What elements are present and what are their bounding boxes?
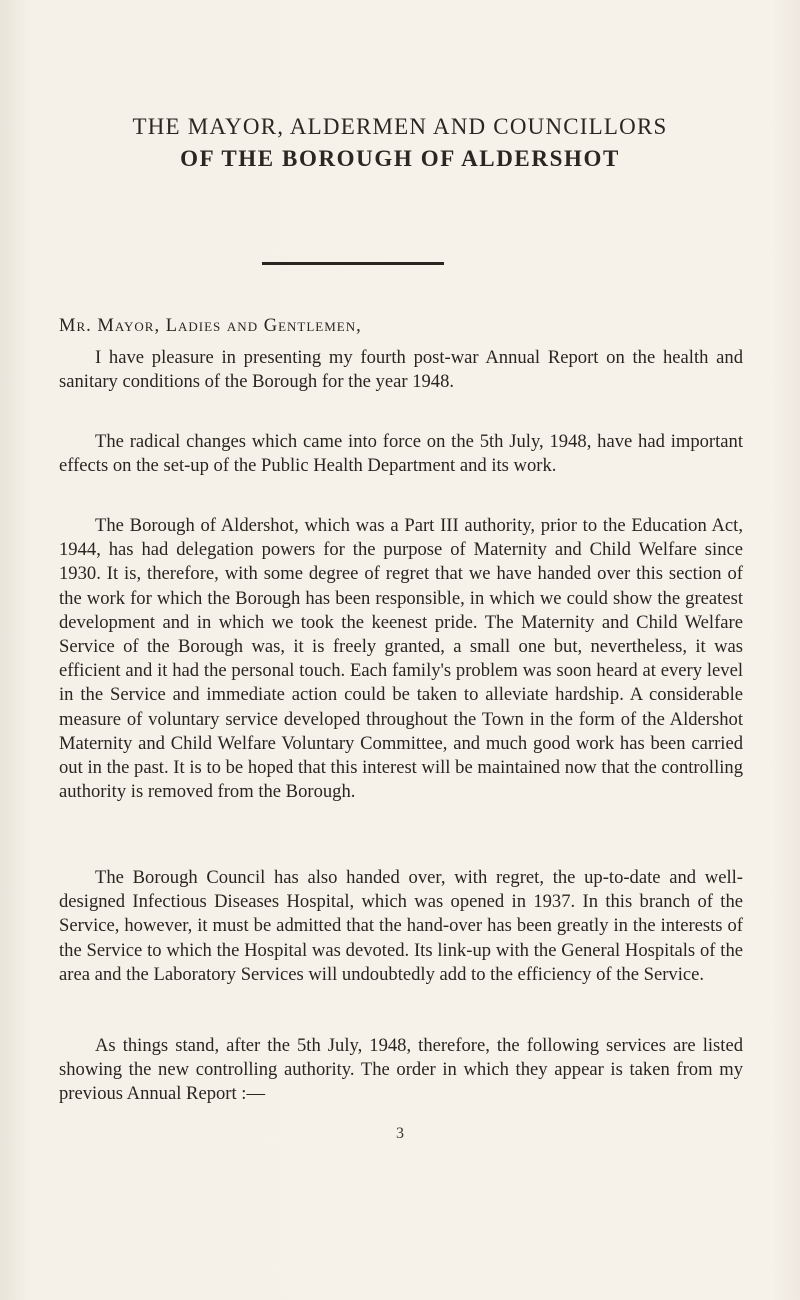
paragraph-5: As things stand, after the 5th July, 1948, therefore, the following services are listed showing the new controlling authority. The order in which they appear is taken from my previous Annual Report :— [59, 1035, 743, 1105]
horizontal-rule [262, 262, 444, 265]
paragraph-2: The radical changes which came into force on the 5th July, 1948, have had important effects on the set-up of the Public Health Department and its work. [59, 431, 743, 477]
paragraph-3: The Borough of Aldershot, which was a Part III authority, prior to the Education Act, 1944, has had delegation powers for the purpose of Maternity and Child Welfare since 1930. It is, therefore, with some degree of regret that we have handed over this section of the work for which the Borough has been responsible, in which we could show the greatest development and in which we took the keenest pride. The Maternity and Child Welfare Service of the Borough was, it is freely granted, a small one but, nevertheless, it was efficient and it had the personal touch. Each family's problem was soon heard at every level in the Service and immediate action could be taken to alleviate hardship. A considerable measure of voluntary service developed throughout the Town in the form of the Aldershot Maternity and Child Welfare Voluntary Committee, and much good work has been carried out in the past. It is to be hoped that this interest will be maintained now that the controlling authority is removed from the Borough. [59, 515, 743, 803]
page-number: 3 [396, 1125, 404, 1142]
document-heading-line-2: OF THE BOROUGH OF ALDERSHOT [180, 146, 620, 171]
paragraph-4: The Borough Council has also handed over, with regret, the up-to-date and well-designed Infectious Diseases Hospital, which was opened in 1937. In this branch of the Service, however, it must be admitted that the hand-over has been greatly in the interests of the Service to which the Hospital was devoted. Its link-up with the General Hospitals of the area and the Laboratory Services will undoubtedly add to the efficiency of the Service. [59, 867, 743, 985]
document-heading-line-1: THE MAYOR, ALDERMEN AND COUNCILLORS [132, 114, 668, 139]
paragraph-1: I have pleasure in presenting my fourth post-war Annual Report on the health and sanitary conditions of the Borough for the year 1948. [59, 347, 743, 393]
salutation: Mr. Mayor, Ladies and Gentlemen, [59, 316, 362, 336]
